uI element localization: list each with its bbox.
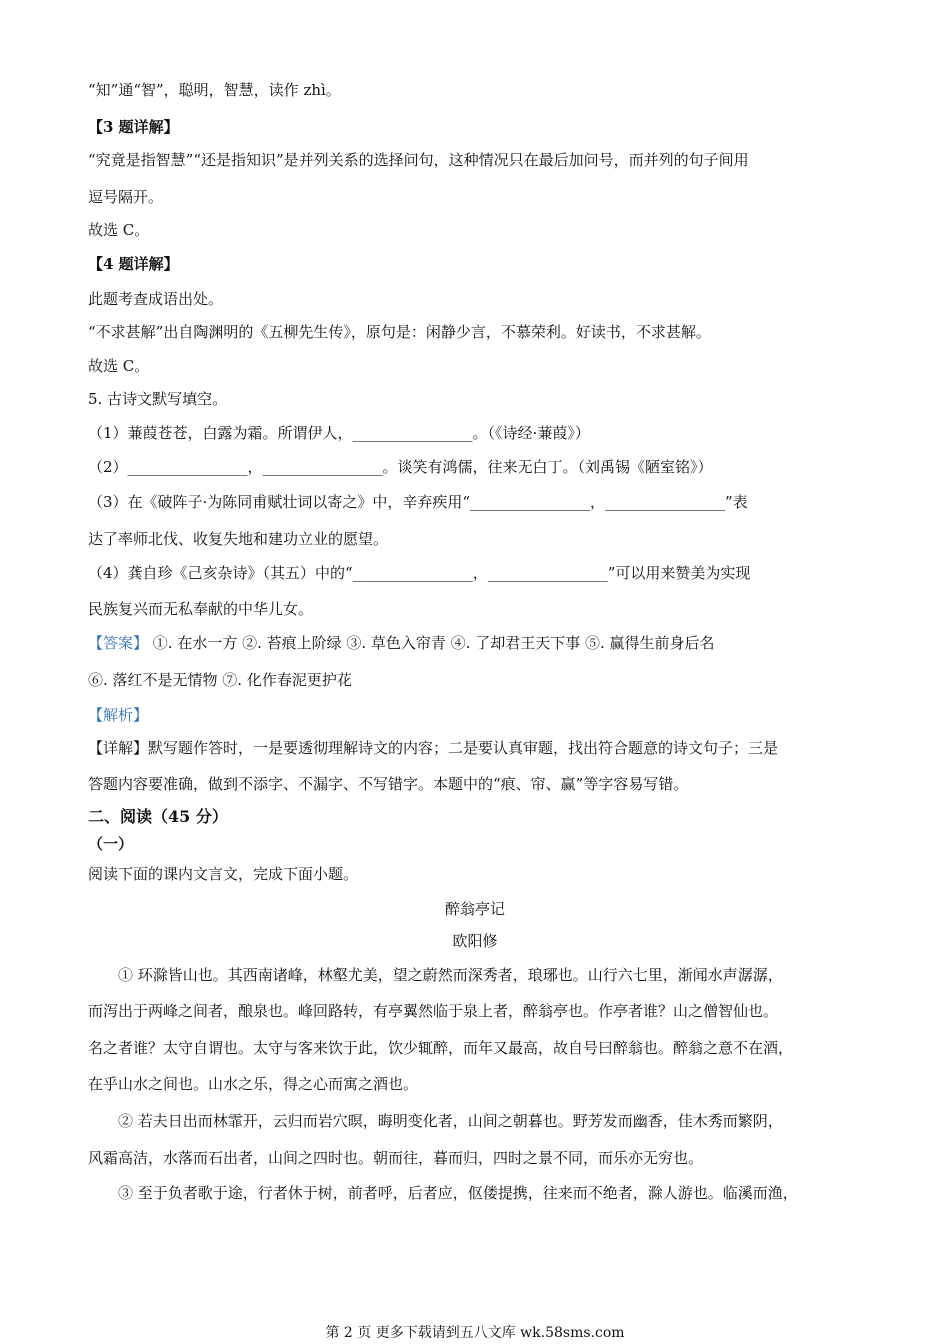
text-line: 阅读下面的课内文言文，完成下面小题。 [88, 865, 359, 883]
essay-paragraph: ③ 至于负者歌于途，行者休于树，前者呼，后者应，伛偻提携，往来而不绝者，滁人游也。临溪而渔， [118, 1184, 798, 1202]
essay-paragraph: ② 若夫日出而林霏开，云归而岩穴暝，晦明变化者，山间之朝暮也。野芳发而幽香，佳木秀而繁阴， [118, 1112, 783, 1130]
text-line: 此题考查成语出处。 [88, 290, 224, 308]
essay-title: 醉翁亭记 [444, 900, 505, 918]
text-line: 答题内容要准确，做到不添字、不漏字、不写错字。本题中的“痕、帘、赢”等字容易写错。 [88, 775, 689, 793]
page-footer: 第 2 页 更多下载请到五八文库 wk.58sms.com [325, 1325, 625, 1341]
question-title: 5. 古诗文默写填空。 [88, 390, 228, 408]
sub-title: （一） [88, 835, 134, 853]
fill-blank-item: （1）蒹葭苍苍，白露为霜。所谓伊人，________________。（《诗经·蒹葭》） [88, 424, 590, 442]
text-line: 【详解】默写题作答时，一是要透彻理解诗文的内容；二是要认真审题，找出符合题意的诗文句子；三是 [88, 739, 779, 757]
fill-blank-item: （2）________________，________________。谈笑有鸿儒，往来无白丁。（刘禹锡《陋室铭》） [88, 458, 713, 476]
essay-paragraph: 风霜高洁，水落而石出者，山间之四时也。朝而往，暮而归，四时之景不同，而乐亦无穷也。 [88, 1149, 704, 1167]
essay-paragraph: 在乎山水之间也。山水之乐，得之心而寓之酒也。 [88, 1075, 419, 1093]
text-line: 民族复兴而无私奉献的中华儿女。 [88, 600, 314, 618]
essay-paragraph: 而泻出于两峰之间者，酿泉也。峰回路转，有亭翼然临于泉上者，醉翁亭也。作亭者谁？山之僧智仙也。 [88, 1002, 779, 1020]
essay-paragraph: 名之者谁？太守自谓也。太守与客来饮于此，饮少辄醉，而年又最高，故自号曰醉翁也。醉翁之意不在酒， [88, 1039, 794, 1057]
text-line: “究竟是指智慧”“还是指知识”是并列关系的选择问句，这种情况只在最后加问号，而并列的句子间用 [88, 151, 749, 169]
text-line: “不求甚解”出自陶渊明的《五柳先生传》，原句是：闲静少言，不慕荣利。好读书，不求甚解。 [88, 323, 711, 341]
answer-text: ①. 在水一方 ②. 苔痕上阶绿 ③. 草色入帘青 ④. 了却君王天下事 ⑤. 赢得生前身后名 [148, 634, 715, 652]
text-line: 达了率师北伐、收复失地和建功立业的愿望。 [88, 530, 389, 548]
fill-blank-item: （3）在《破阵子·为陈同甫赋壮词以寄之》中，辛弃疾用“________________，________________”表 [88, 493, 748, 511]
fill-blank-item: （4）龚自珍《己亥杂诗》（其五）中的“________________，________________”可以用来赞美为实现 [88, 564, 751, 582]
essay-paragraph: ① 环滁皆山也。其西南诸峰，林壑尤美，望之蔚然而深秀者，琅琊也。山行六七里，渐闻水声潺潺， [118, 966, 783, 984]
text-line: 逗号隔开。 [88, 188, 164, 206]
answer-line: ⑥. 落红不是无情物 ⑦. 化作春泥更护花 [88, 671, 352, 689]
text-line: “知”通“智”，聪明，智慧，读作 zhì。 [88, 81, 341, 99]
analysis-label: 【解析】 [88, 706, 149, 724]
section-heading: 【3 题详解】 [88, 118, 179, 136]
answer-line [88, 633, 715, 653]
section-heading: 【4 题详解】 [88, 255, 179, 273]
section-title: 二、阅读（45 分） [88, 807, 228, 826]
essay-author: 欧阳修 [452, 932, 498, 950]
text-line: 故选 C。 [88, 357, 150, 375]
text-line: 故选 C。 [88, 221, 150, 239]
answer-label: 【答案】 [88, 634, 149, 652]
